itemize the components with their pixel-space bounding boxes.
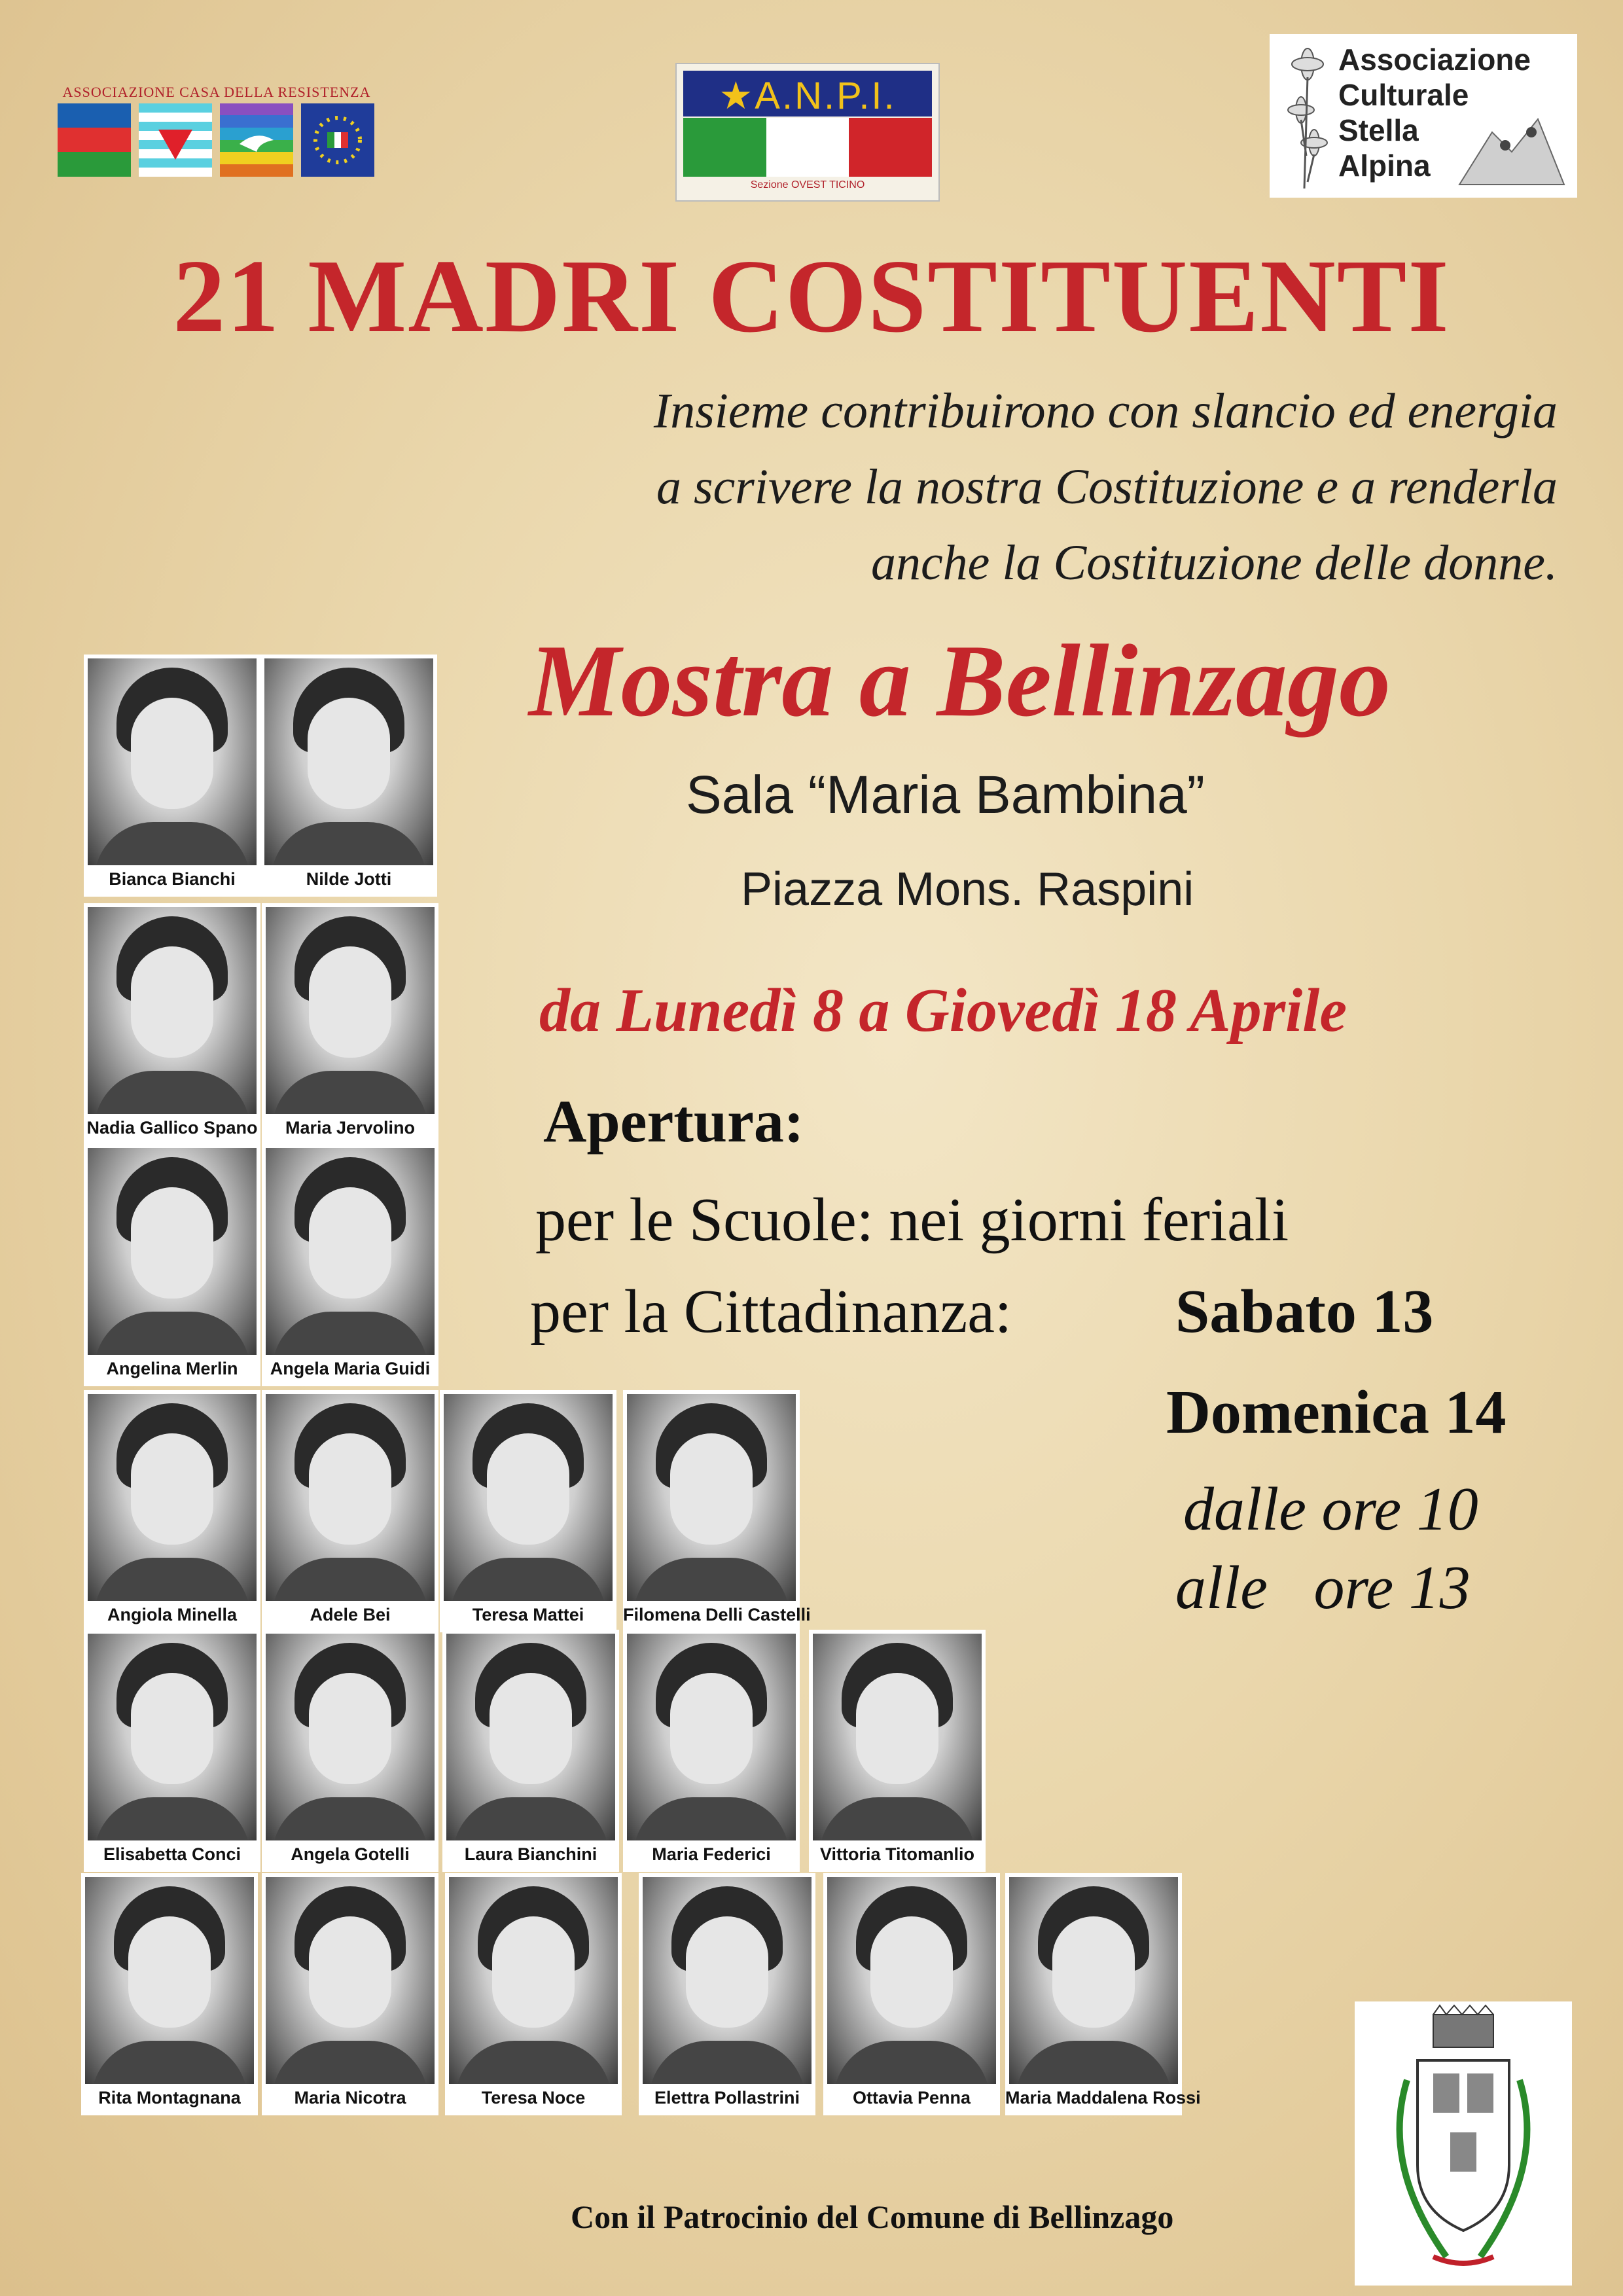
portrait-card xyxy=(823,1873,1000,2115)
portrait-card xyxy=(84,1630,260,1872)
portrait-card xyxy=(440,1390,616,1632)
portrait-face xyxy=(131,698,213,809)
portrait-card xyxy=(262,1144,438,1386)
portrait-shoulders xyxy=(455,2041,611,2084)
stella-line-2: Culturale xyxy=(1338,78,1469,112)
portrait-card xyxy=(809,1630,986,1872)
portrait-name: Elettra Pollastrini xyxy=(654,2088,800,2108)
portrait-name: Nilde Jotti xyxy=(306,869,392,889)
opening-to-time: alle ore 13 xyxy=(1175,1554,1471,1622)
portrait-face xyxy=(1052,1916,1135,2028)
portrait-name: Bianca Bianchi xyxy=(109,869,236,889)
portrait-name: Nadia Gallico Spano xyxy=(86,1118,258,1138)
anpi-title: ★A.N.P.I. xyxy=(719,75,897,117)
event-venue: Sala “Maria Bambina” xyxy=(686,765,1205,825)
portrait-shoulders xyxy=(271,822,427,865)
anpi-logo xyxy=(675,63,940,202)
portrait-shoulders xyxy=(94,1071,250,1114)
portrait-photo xyxy=(627,1634,796,1840)
opening-heading: Apertura: xyxy=(543,1088,804,1155)
portrait-shoulders xyxy=(834,2041,990,2084)
portrait-card xyxy=(445,1873,622,2115)
portrait-face xyxy=(131,1187,213,1299)
portrait-photo xyxy=(88,1634,257,1840)
portrait-face xyxy=(487,1433,569,1545)
portrait-photo xyxy=(627,1394,796,1601)
main-title: 21 MADRI COSTITUENTI xyxy=(173,238,1450,354)
stella-line-1: Associazione xyxy=(1338,43,1531,77)
edelweiss-icon xyxy=(1275,38,1340,195)
portrait-shoulders xyxy=(272,1558,428,1601)
portrait-face xyxy=(131,1673,213,1784)
climbers-illustration-icon xyxy=(1453,106,1571,191)
portrait-photo xyxy=(266,1634,435,1840)
portrait-face xyxy=(309,1187,391,1299)
portrait-name: Angiola Minella xyxy=(107,1605,238,1624)
portrait-name: Maria Maddalena Rossi xyxy=(1005,2088,1201,2108)
portrait-card xyxy=(1005,1873,1201,2115)
portrait-shoulders xyxy=(272,1312,428,1355)
portrait-name: Angela Maria Guidi xyxy=(270,1359,431,1378)
portrait-photo xyxy=(264,658,433,865)
casa-logo-caption: ASSOCIAZIONE CASA DELLA RESISTENZA xyxy=(62,84,371,100)
portrait-name: Teresa Noce xyxy=(481,2088,586,2108)
portrait-photo xyxy=(88,1394,257,1601)
portrait-photo xyxy=(1009,1877,1178,2084)
portrait-face xyxy=(308,698,390,809)
portrait-card xyxy=(442,1630,619,1872)
portrait-name: Elisabetta Conci xyxy=(103,1844,241,1864)
portrait-shoulders xyxy=(94,1797,250,1840)
portrait-card xyxy=(623,1390,811,1632)
portrait-shoulders xyxy=(633,1797,789,1840)
portrait-photo xyxy=(813,1634,982,1840)
portrait-name: Angela Gotelli xyxy=(291,1844,410,1864)
portrait-face xyxy=(490,1673,572,1784)
event-dates: da Lunedì 8 a Giovedì 18 Aprile xyxy=(539,977,1347,1045)
stella-alpina-logo xyxy=(1270,34,1577,198)
portrait-photo xyxy=(444,1394,613,1601)
opening-citizens-label: per la Cittadinanza: xyxy=(530,1278,1012,1346)
portrait-shoulders xyxy=(94,1558,250,1601)
portrait-card xyxy=(262,903,438,1145)
portrait-card xyxy=(260,655,437,897)
portrait-shoulders xyxy=(633,1558,789,1601)
portrait-name: Maria Federici xyxy=(652,1844,771,1864)
portrait-photo xyxy=(85,1877,254,2084)
portrait-shoulders xyxy=(453,1797,609,1840)
portrait-card xyxy=(84,903,260,1145)
stella-line-3: Stella xyxy=(1338,113,1419,147)
portrait-card xyxy=(262,1873,438,2115)
intro-line-3: anche la Costituzione delle donne. xyxy=(870,535,1558,590)
portrait-name: Angelina Merlin xyxy=(106,1359,238,1378)
portrait-shoulders xyxy=(649,2041,805,2084)
opening-schools: per le Scuole: nei giorni feriali xyxy=(535,1186,1289,1254)
portrait-card xyxy=(262,1630,438,1872)
portrait-face xyxy=(309,1673,391,1784)
portrait-name: Maria Jervolino xyxy=(285,1118,416,1138)
intro-line-2: a scrivere la nostra Costituzione e a renderla xyxy=(656,459,1558,514)
portrait-card xyxy=(639,1873,815,2115)
portrait-shoulders xyxy=(272,1797,428,1840)
portrait-photo xyxy=(88,1148,257,1355)
portrait-face xyxy=(128,1916,211,2028)
portrait-face xyxy=(686,1916,768,2028)
intro-text xyxy=(654,373,1558,601)
portrait-shoulders xyxy=(94,1312,250,1355)
portrait-name: Rita Montagnana xyxy=(98,2088,241,2108)
portrait-face xyxy=(131,1433,213,1545)
portrait-name: Ottavia Penna xyxy=(852,2088,971,2108)
portrait-photo xyxy=(266,907,435,1114)
portrait-photo xyxy=(643,1877,812,2084)
stella-line-4: Alpina xyxy=(1338,149,1431,183)
portrait-name: Maria Nicotra xyxy=(294,2088,406,2108)
portrait-card xyxy=(81,1873,258,2115)
portrait-shoulders xyxy=(272,2041,428,2084)
event-address: Piazza Mons. Raspini xyxy=(741,863,1194,916)
coat-of-arms-icon xyxy=(1355,2001,1572,2286)
peace-flag-icon xyxy=(220,103,293,177)
portrait-face xyxy=(309,1433,391,1545)
portrait-shoulders xyxy=(94,822,250,865)
patronage-footer: Con il Patrocinio del Comune di Bellinzago xyxy=(571,2198,1174,2235)
portrait-card xyxy=(84,1144,260,1386)
flag-icon xyxy=(58,103,131,177)
portrait-photo xyxy=(88,907,257,1114)
portrait-card xyxy=(262,1390,438,1632)
portrait-photo xyxy=(266,1877,435,2084)
portrait-name: Adele Bei xyxy=(310,1605,391,1624)
opening-day-sunday: Domenica 14 xyxy=(1166,1378,1507,1446)
portrait-photo xyxy=(827,1877,996,2084)
portrait-face xyxy=(492,1916,575,2028)
opening-from-time: dalle ore 10 xyxy=(1183,1475,1478,1543)
portrait-face xyxy=(670,1673,753,1784)
portrait-shoulders xyxy=(450,1558,606,1601)
portrait-name: Vittoria Titomanlio xyxy=(819,1844,975,1864)
portrait-photo xyxy=(266,1394,435,1601)
portrait-photo xyxy=(449,1877,618,2084)
portrait-face xyxy=(870,1916,953,2028)
portrait-card xyxy=(84,1390,260,1632)
portrait-name: Laura Bianchini xyxy=(464,1844,597,1864)
portrait-face xyxy=(856,1673,938,1784)
portrait-shoulders xyxy=(819,1797,975,1840)
anpi-banner xyxy=(683,71,932,117)
portrait-shoulders xyxy=(1016,2041,1171,2084)
portrait-face xyxy=(670,1433,753,1545)
triangle-flag-icon xyxy=(139,103,212,177)
portrait-card xyxy=(84,655,260,897)
portrait-name: Teresa Mattei xyxy=(472,1605,584,1624)
eu-flag-icon xyxy=(301,103,374,177)
casa-resistenza-logo xyxy=(58,84,376,179)
anpi-subtitle: Sezione OVEST TICINO xyxy=(750,179,865,190)
opening-day-saturday: Sabato 13 xyxy=(1175,1278,1434,1346)
portrait-name: Filomena Delli Castelli xyxy=(623,1605,811,1624)
portrait-card xyxy=(623,1630,800,1872)
portrait-shoulders xyxy=(92,2041,247,2084)
portrait-face xyxy=(131,946,213,1058)
portrait-face xyxy=(309,1916,391,2028)
comune-crest-logo xyxy=(1355,2001,1572,2286)
intro-line-1: Insieme contribuirono con slancio ed energia xyxy=(653,384,1558,439)
portrait-photo xyxy=(88,658,257,865)
portrait-shoulders xyxy=(272,1071,428,1114)
portrait-photo xyxy=(446,1634,615,1840)
tricolor-icon xyxy=(683,118,932,177)
portrait-face xyxy=(309,946,391,1058)
portrait-photo xyxy=(266,1148,435,1355)
event-headline: Mostra a Bellinzago xyxy=(529,624,1391,738)
